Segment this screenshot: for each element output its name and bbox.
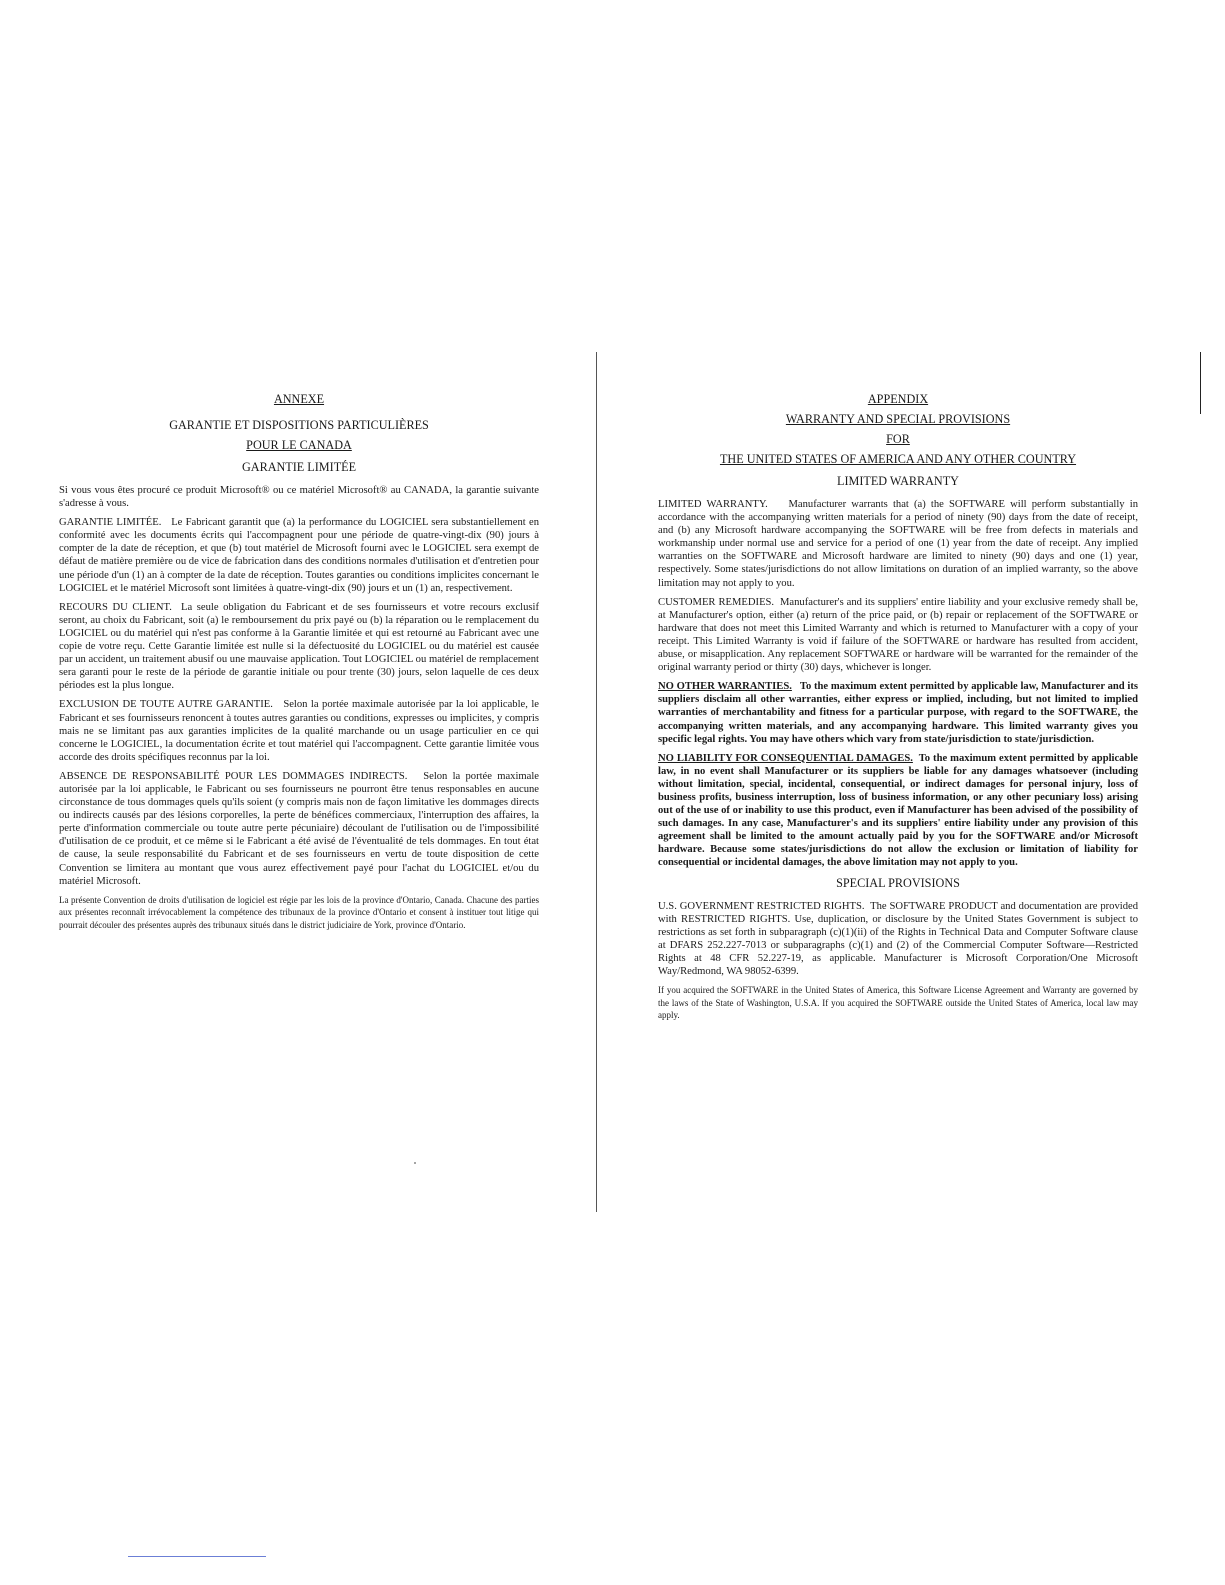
en-no-other-warranties-body: To the maximum extent permitted by applicable law, Manufacturer and its suppliers disclaim all other warranties, either express or implied, including, but not limited to implied warranties of merchantability and fitness for a particular purpose, with regard to the SOFTWARE, the accompanying written materials, and any accompanying hardware. This limited warranty gives you specific legal rights. You may have others which vary from state/jurisdiction to state/jurisdiction. (658, 681, 1138, 745)
en-limited-warranty-head: LIMITED WARRANTY. (658, 499, 768, 510)
fr-no-other-warranty-body: Selon la portée maximale autorisée par la loi applicable, le Fabricant et ses fournisseurs renoncent à toutes autres garanties ou conditions, expresses ou implicites, y compris mais ne se limitant pas aux garanties implicites de la qualité marchande ou un usage particulier en ce qui concerne le LOGICIEL, la documentation écrite et tout matériel qui l'accompagnent. Cette garantie limitée vous accorde des droits spécifiques reconnus par la loi. (59, 699, 539, 763)
center-fold-line (596, 352, 597, 1212)
bottom-blue-line (128, 1556, 266, 1557)
fr-no-liability (59, 770, 539, 888)
fr-limited-warranty-body: Le Fabricant garantit que (a) la performance du LOGICIEL sera substantiellement en conformité avec les documents écrits qui l'accompagnent pour une période de quatre-vingt-dix (90) jours à compter de la date de réception, et que (b) tout matériel de Microsoft fourni avec le LOGICIEL sera exempt de défaut de matière première ou de vice de fabrication dans des conditions normales d'utilisation et d'entretien pour une période d'un (1) an à compter de la date de réception. Toutes garanties ou conditions implicites concernant le LOGICIEL et le matériel Microsoft sont limitées à quatre-vingt-dix (90) jours et un (1) an, respectivement. (59, 517, 539, 594)
en-no-liability-body: To the maximum extent permitted by applicable law, in no event shall Manufacturer or its suppliers be liable for any damages whatsoever (including without limitation, special, incidental, consequential, or indirect damages for personal injury, loss of business profits, business interruption, loss of business information, or any other pecuniary loss) arising out of the use of or inability to use this product, even if Manufacturer has been advised of the possibility of such damages. In any case, Manufacturer's and its suppliers' entire liability under any provision of this agreement shall be limited to the amount actually paid by you for the SOFTWARE and/or Microsoft hardware. Because some states/jurisdictions do not allow the exclusion or limitation of liability for consequential or incidental damages, the above limitation may not apply to you. (658, 752, 1139, 869)
fr-limited-warranty (59, 516, 539, 595)
annexe-heading: ANNEXE (273, 392, 325, 406)
fr-no-liability-body: Selon la portée maximale autorisée par la loi applicable, le Fabricant ou ses fournisseurs ne pourront être tenus responsables en aucune circonstance de tous dommages quels qu'ils soient (y compris mais non de façon limitative les dommages directs ou indirects causés par des lésions corporelles, la perte de bénéfices commerciaux, l'interruption des affaires, la perte d'information commerciale ou toute autre perte pécuniaire) découlant de l'utilisation ou de l'impossibilité d'utilisation de ce produit, et ce même si le Fabricant a été avisé de l'éventualité de tels dommages. En tout état de cause, la seule responsabilité du Fabricant et de ses fournisseurs en vertu de toute disposition de cette Convention se limitera au montant que vous aurez effectivement payé pour l'achat du LOGICIEL et/ou du matériel Microsoft. (59, 770, 539, 887)
en-governing-law: If you acquired the SOFTWARE in the United States of America, this Software License Agreement and Warranty are governed by the laws of the State of Washington, U.S.A. If you acquired the SOFTWARE outside the United States of America, local law may apply. (658, 985, 1138, 1021)
fr-intro: Si vous vous êtes procuré ce produit Microsoft® ou ce matériel Microsoft® au CANADA, la garantie suivante s'adresse à vous. (59, 485, 539, 510)
en-restricted-rights-head: U.S. GOVERNMENT RESTRICTED RIGHTS. (658, 900, 865, 912)
fr-governing-law: La présente Convention de droits d'utilisation de logiciel est régie par les lois de la province d'Ontario, Canada. Chacune des parties aux présentes reconnaît irrévocablement la compétence des tribunaux de la province d'Ontario et consent à instituer tout litige qui pourrait découler des présentes auprès des tribunaux situés dans le district judiciaire de York, province d'Ontario. (59, 894, 539, 930)
en-customer-remedies-head: CUSTOMER REMEDIES. (658, 596, 775, 608)
special-provisions-heading: SPECIAL PROVISIONS (836, 875, 960, 890)
fr-subtitle: GARANTIE LIMITÉE (241, 460, 357, 474)
fr-client-remedies (59, 601, 539, 693)
en-limited-warranty (658, 498, 1138, 590)
fr-no-liability-head: ABSENCE DE RESPONSABILITÉ POUR LES DOMMAGES INDIRECTS. (59, 770, 408, 782)
fr-title-line2: POUR LE CANADA (246, 438, 352, 452)
fr-no-other-warranty-head: EXCLUSION DE TOUTE AUTRE GARANTIE. (59, 699, 273, 711)
en-title-line1: WARRANTY AND SPECIAL PROVISIONS (785, 412, 1011, 426)
en-title-line3: THE UNITED STATES OF AMERICA AND ANY OTHER COUNTRY (719, 452, 1077, 466)
en-no-liability-head: NO LIABILITY FOR CONSEQUENTIAL DAMAGES. (658, 752, 913, 764)
en-customer-remedies (658, 596, 1138, 675)
appendix-heading: APPENDIX (867, 392, 929, 406)
fr-title-line1: GARANTIE ET DISPOSITIONS PARTICULIÈRES (169, 418, 429, 432)
en-restricted-rights-body: The SOFTWARE PRODUCT and documentation are provided with RESTRICTED RIGHTS. Use, duplication, or disclosure by the United States Government is subject to restrictions as set forth in subparagraph (c)(1)(ii) of the Rights in Technical Data and Computer Software clause at DFARS 252.227-7013 or subparagraphs (c)(1) and (2) of the Commercial Computer Software—Restricted Rights at 48 CFR 52.227-19, as applicable. Manufacturer is Microsoft Corporation/One Microsoft Way/Redmond, WA 98052-6399. (658, 900, 1139, 977)
fr-limited-warranty-head: GARANTIE LIMITÉE. (59, 517, 162, 529)
fr-client-remedies-body: La seule obligation du Fabricant et de ses fournisseurs et votre recours exclusif seront, au choix du Fabricant, soit (a) le remboursement du prix payé ou (b) la réparation ou le remplacement du LOGICIEL ou du matériel qui n'est pas conforme à la Garantie limitée et qui est retourné au Fabricant avec une copie de votre reçu. Cette Garantie limitée est nulle si la défectuosité du LOGICIEL ou du matériel est causée par un accident, un traitement abusif ou une mauvaise application. Tout LOGICIEL ou matériel de remplacement sera garanti pour le reste de la période de garantie initiale ou pour trente (30) jours, selon laquelle de ces deux périodes est la plus longue. (59, 601, 540, 692)
en-title-line2: FOR (886, 432, 910, 446)
fr-client-remedies-head: RECOURS DU CLIENT. (59, 601, 172, 613)
scan-speck (414, 1162, 416, 1164)
english-section (658, 392, 1138, 1028)
french-section (59, 392, 539, 937)
en-customer-remedies-body: Manufacturer's and its suppliers' entire liability and your exclusive remedy shall be, at Manufacturer's option, either (a) return of the price paid, or (b) repair or replacement of the SOFTWARE or hardware that does not meet this Limited Warranty and which is returned to Manufacturer with a copy of your receipt. This Limited Warranty is void if failure of the SOFTWARE or hardware has resulted from accident, abuse, or misapplication. Any replacement SOFTWARE or hardware will be warranted for the remainder of the original warranty period or thirty (30) days, whichever is longer. (658, 596, 1138, 674)
en-restricted-rights (658, 900, 1138, 979)
en-no-other-warranties-head: NO OTHER WARRANTIES. (658, 681, 792, 693)
right-edge-line (1200, 352, 1201, 414)
en-subtitle: LIMITED WARRANTY (837, 474, 959, 488)
fr-no-other-warranty (59, 698, 539, 763)
en-limited-warranty-body: Manufacturer warrants that (a) the SOFTWARE will perform substantially in accordance with the accompanying written materials for a period of ninety (90) days from the date of receipt, and (b) any Microsoft hardware accompanying the SOFTWARE will be free from defects in materials and workmanship under normal use and service for a period of one (1) year from the date of receipt. Any implied warranties on the SOFTWARE and Microsoft hardware are limited to ninety (90) days and one (1) year, respectively. Some states/jurisdictions do not allow limitations on duration of an implied warranty, so the above limitation may not apply to you. (658, 499, 1138, 589)
en-no-liability (658, 752, 1138, 870)
en-no-other-warranties (658, 680, 1138, 745)
